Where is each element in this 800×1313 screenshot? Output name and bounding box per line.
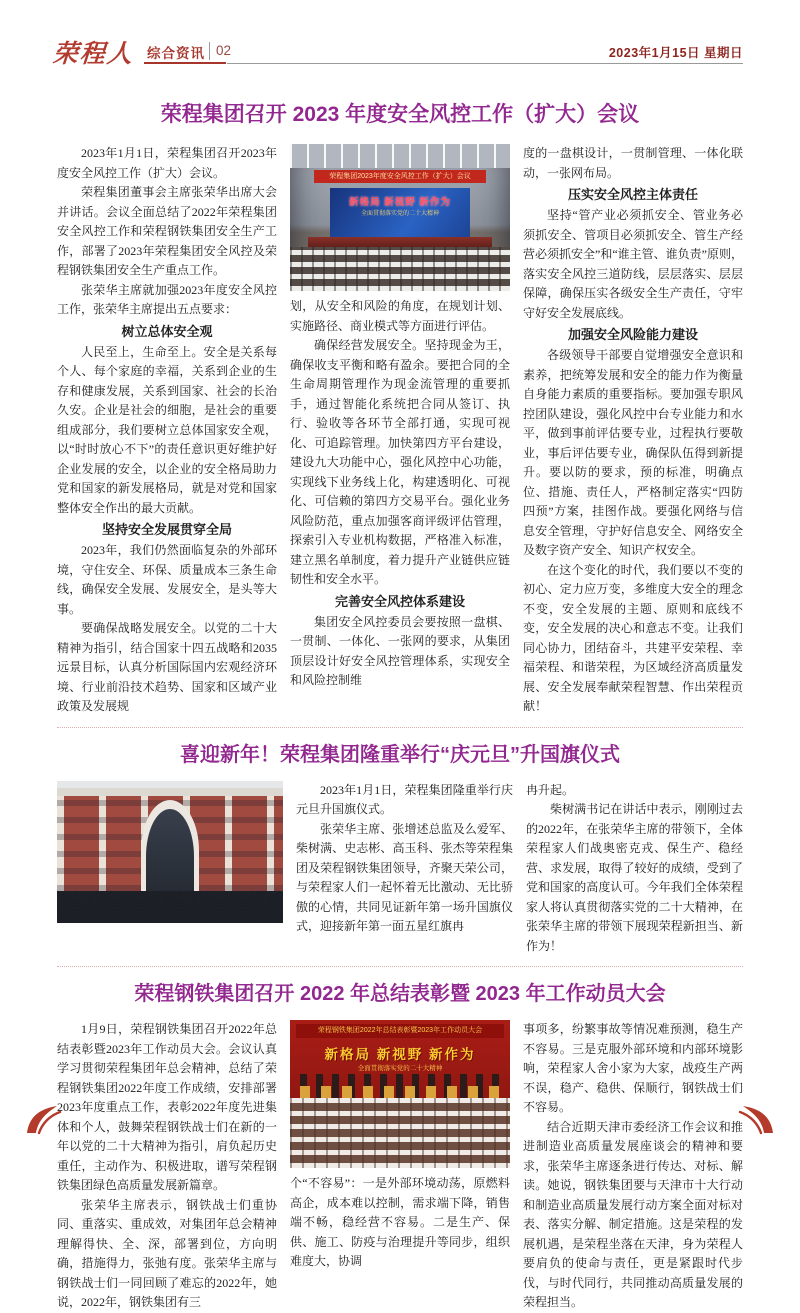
section-label: 综合资讯 xyxy=(147,46,205,61)
photo-building-arch xyxy=(141,800,200,891)
article-column xyxy=(523,1020,743,1313)
article-paragraph: 确保经营发展安全。坚持现金为王，确保收支平衡和略有盈余。要把合同的全生命周期管理作为现金流管理的重要抓手，通过智能化系统把合同从签订、执行、验收等各环节全部打通，实现可视化、可追踪管理。加快第四方平台建设，建设九大功能中心，强化风控中心功能，实现线下业务线上化，构建透明化、可视化、可信赖的第四方交易平台。强化业务风险防范，重点加强客商评级评估管理，探索引入专业机构数据，严格准入标准，建立黑名单制度，着力提升产业链供应链韧性和安全水平。 xyxy=(290,338,510,586)
article-paragraph: 集团安全风控委员会要按照一盘棋、一贯制、一体化、一张网的要求，从集团顶层设计好安全风控管理体系，实现安全和风险控制维 xyxy=(290,614,510,687)
photo-led-screen xyxy=(330,188,471,237)
article-column xyxy=(296,781,513,957)
article-paragraph: 2023年1月1日，荣程集团隆重举行庆元旦升国旗仪式。 xyxy=(296,782,513,816)
article-paragraph: 张荣华主席、张增述总监及么爱军、柴树满、史志彬、高玉科、张杰等荣程集团及荣程钢铁集团领导，齐聚天荣公司，与荣程家人们一起怀着无比激动、无比骄傲的心情，共同见证新年第一场升国旗仪式，迎接新年第一面五星红旗冉 xyxy=(296,821,513,933)
article-title: 荣程集团召开 2023 年度安全风控工作（扩大）会议 xyxy=(160,103,640,126)
article-subhead: 树立总体安全观 xyxy=(121,323,213,339)
page-number: 02 xyxy=(216,43,232,58)
article-paragraph: 在这个变化的时代，我们要以不变的初心、定力应万变，多维度大安全的理念不变，安全发展的主题、原则和底线不变，安全发展的决心和意志不变。让我们同心协力，团结奋斗，共建平安荣程、幸福荣程、和谐荣程，为区域经济高质量发展、安全发展奉献荣程智慧、作出荣程贡献！ xyxy=(523,562,743,713)
photo-screen-subtitle: 全面贯彻落实党的二十大精神 xyxy=(357,1065,443,1072)
article-column xyxy=(290,144,510,717)
article-paragraph: 个“不容易”：一是外部环境动荡，原燃料高企，成本难以控制，需求端下降，销售端不畅，稳经营不容易。二是生产、保供、施工、防疫与治理提升等同步，组织难度大，协调 xyxy=(290,1176,510,1268)
page-curl-icon xyxy=(24,1102,66,1141)
photo-banner-text: 荣程集团2023年度安全风控工作（扩大）会议 xyxy=(314,170,486,183)
article-photo-column xyxy=(57,781,283,957)
photo-crowd xyxy=(57,891,283,922)
masthead-logo: 荣程人 xyxy=(51,39,135,68)
article-paragraph: 要确保战略发展安全。以党的二十大精神为指引，结合国家十四五战略和2035远景目标，认真分析国际国内宏观经济环境、行业前沿技术趋势、国家和区域产业政策及发展规 xyxy=(57,621,277,713)
photo-ceiling-lights xyxy=(290,144,510,168)
photo-screen-subtitle: 全面贯彻落实党的二十大精神 xyxy=(360,211,439,218)
photo-flag-ceremony-building xyxy=(57,781,283,923)
article-paragraph: 人民至上，生命至上。安全是关系每个人、每个家庭的幸福，关系到企业的生存和健康发展，关系到国家、社会的长治久安。企业是社会的细胞，是社会的重要组成部分，我们要树立总体国家安全观，以“时时放心不下”的责任意识更好维护好企业发展的安全，以企业的安全格局助力党和国家的新发展格局，就是对党和国家整体安全作出的最大贡献。 xyxy=(57,344,277,515)
article-paragraph: 荣程集团董事会主席张荣华出席大会并讲话。会议全面总结了2022年荣程集团安全风控工作和荣程钢铁集团安全生产工作，部署了2023年荣程集团安全风控及荣程钢铁集团安全生产重点工作。 xyxy=(57,185,277,277)
header-divider xyxy=(209,42,210,60)
article-title: 荣程钢铁集团召开 2022 年总结表彰暨 2023 年工作动员大会 xyxy=(134,983,666,1005)
article-paragraph: 2023年1月1日，荣程集团召开2023年度安全风控工作（扩大）会议。 xyxy=(57,146,277,180)
article-subhead: 压实安全风控主体责任 xyxy=(567,187,698,202)
photo-audience-chairs xyxy=(290,247,510,291)
article-paragraph: 2023年，我们仍然面临复杂的外部环境，守住安全、环保、质量成本三条生命线，确保安全发展、发展安全，是头等大事。 xyxy=(57,543,277,616)
article-subhead: 加强安全风险能力建设 xyxy=(567,327,698,342)
article-paragraph: 张荣华主席就加强2023年度安全风控工作，张荣华主席提出五点要求： xyxy=(57,282,277,316)
article-column xyxy=(57,144,277,717)
photo-screen-title: 新格局 新视野 新作为 xyxy=(324,1047,476,1062)
dotted-divider xyxy=(57,727,743,728)
article-title: 喜迎新年！荣程集团隆重举行“庆元旦”升国旗仪式 xyxy=(180,743,620,766)
header-rule xyxy=(227,63,743,64)
article-paragraph: 冉升起。 xyxy=(526,782,575,797)
masthead xyxy=(51,0,743,72)
article-paragraph: 度的一盘棋设计，一贯制管理、一体化联动，一张网布局。 xyxy=(523,146,743,180)
article-safety-meeting xyxy=(57,98,743,717)
photo-awardees-row xyxy=(300,1074,500,1098)
article-paragraph: 张荣华主席表示，钢铁战士们重协同、重落实、重成效，对集团年总会精神理解得快、全、深，部署到位，方向明确，措施得力，张弛有度。张荣华主席与钢铁战士们一同回顾了难忘的2022年，她说，2022年，钢铁集团有三 xyxy=(57,1197,277,1309)
dotted-divider xyxy=(57,966,743,967)
article-paragraph: 坚持“管产业必须抓安全、管业务必须抓安全、管项目必须抓安全、管生产经营必须抓安全”和“谁主管、谁负责”原则，落实安全风控三道防线，层层落实、层层保障，确保压实各级安全生产责任，守牢守好安全发展底线。 xyxy=(523,208,743,320)
article-steel-group-meeting xyxy=(57,977,743,1313)
photo-building-glass xyxy=(146,809,194,892)
article-subhead: 坚持安全发展贯穿全局 xyxy=(101,522,232,537)
article-flag-ceremony xyxy=(57,738,743,957)
article-paragraph: 各级领导干部要自觉增强安全意识和素养，把统筹发展和安全的能力作为衡量自身能力素质的重要指标。要加强专职风控团队建设，强化风控中台专业能力和水平，做到事前评估要专业，过程执行要敬业，事后评估要专业，确保队伍得到新提升。要以防的要求，预的标准，明确点位、措施、责任人，严格制定落实“四防四预”方案，挂图作战。要强化网络与信息安全管理，守护好信息安全、网络安全及数字资产安全、知识产权安全。 xyxy=(523,348,743,557)
article-paragraph: 事项多，纷繁事故等情况难预测，稳生产不容易。三是克服外部环境和内部环境影响，荣程家人舍小家为大家，战疫生产两不误，稳产、稳供、保顺行，钢铁战士们不容易。 xyxy=(523,1022,743,1114)
issue-date: 2023年1月15日 星期日 xyxy=(608,46,743,60)
article-paragraph: 划，从安全和风险的角度，在规划计划、实施路径、商业模式等方面进行评估。 xyxy=(290,299,510,333)
article-column xyxy=(523,144,743,717)
article-paragraph: 结合近期天津市委经济工作会议和推进制造业高质量发展座谈会的精神和要求，张荣华主席逐条进行传达、对标、解读。她说，钢铁集团要与天津市十大行动和制造业高质量发展行动方案全面对标对表、落实分解、制定措施。这是荣程的发展机遇，是荣程坐落在天津，身为荣程人要肩负的使命与责任，更是紧跟时代步伐，与时代同行，共同推动高质量发展的荣程担当。 xyxy=(523,1119,743,1309)
photo-audience-chairs xyxy=(290,1098,510,1168)
photo-screen-title: 新格局 新视野 新作为 xyxy=(349,197,451,209)
article-paragraph: 1月9日，荣程钢铁集团召开2022年总结表彰暨2023年工作动员大会。会议认真学习贯彻荣程集团年总会精神，总结了荣程钢铁集团2022年度工作成绩，安排部署2023年度重点工作，表彰2022年度先进集体和个人，鼓舞荣程钢铁战士们在新的一年以党的二十大精神为指引，肩负起历史重任，主动作为、积极进取，谱写荣程钢铁集团绿色高质量发展新篇章。 xyxy=(57,1022,277,1192)
article-column xyxy=(290,1020,510,1313)
article-column xyxy=(526,781,743,957)
section-underline xyxy=(144,62,226,64)
photo-award-stage xyxy=(290,1020,510,1168)
photo-banner-text: 荣程钢铁集团2022年总结表彰暨2023年工作动员大会 xyxy=(296,1024,504,1038)
article-subhead: 完善安全风控体系建设 xyxy=(334,593,465,609)
article-paragraph: 柴树满书记在讲话中表示，刚刚过去的2022年，在张荣华主席的带领下，全体荣程家人们战奥密克戎、保生产、稳经营、求发展，取得了较好的成绩，受到了党和国家的高度认可。今年我们全体荣程家人将认真贯彻落实党的二十大精神，在张荣华主席的带领下展现荣程新担当、新作为！ xyxy=(526,802,743,953)
article-column xyxy=(57,1020,277,1313)
page-curl-icon xyxy=(734,1102,776,1141)
photo-conference-hall xyxy=(290,144,510,291)
